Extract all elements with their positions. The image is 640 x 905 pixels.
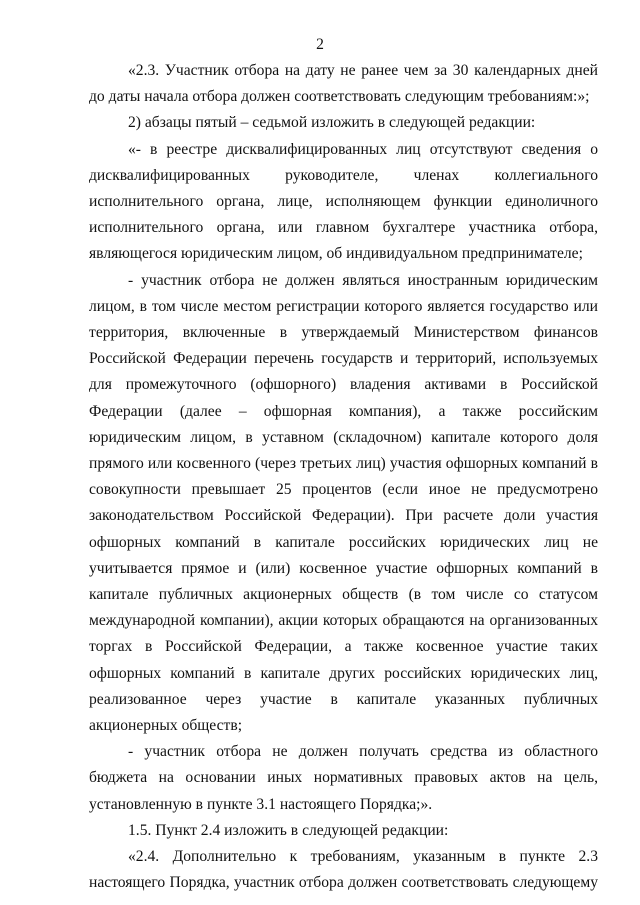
paragraph-amend-abzats-5-7: 2) абзацы пятый – седьмой изложить в следующей редакции: [128, 114, 536, 132]
paragraph-2-4-additional-requirements: «2.4. Дополнительно к требованиям, указанным в пункте 2.3 настоящего Порядка, участник отбора должен соответствовать следующему [89, 848, 598, 892]
paragraph-2-3-requirements-intro: «2.3. Участник отбора на дату не ранее чем за 30 календарных дней до даты начала отбора должен соответствовать следующим требованиям:»; [89, 62, 598, 106]
paragraph-disqualified-registry: «- в реестре дисквалифицированных лиц отсутствуют сведения о дисквалифицированных руководителе, членах коллегиального исполнительного органа, лице, исполняющем функции единоличного исполнительного органа, или главном бухгалтере участника отбора, являющегося юридическим лицом, об индивидуальном предпринимателе; [89, 140, 598, 263]
page-number: 2 [316, 36, 324, 53]
paragraph-foreign-offshore: - участник отбора не должен являться иностранным юридическим лицом, в том числе местом регистрации которого является государство или территория, включенные в утверждаемый Министерством финансов Российской Федерации перечень государств и территорий, используемых для промежуточного (офшорного) владения активами в Российской Федерации (далее – офшорная компания), а также российским юридическим лицом, в уставном (складочном) капитале которого доля прямого или косвенного (через третьих лиц) участия офшорных компаний в совокупности превышает 25 процентов (если иное не предусмотрено законодательством Российской Федерации). При расчете доли участия офшорных компаний в капитале российских юридических лиц не учитывается прямое и (или) косвенное участие офшорных компаний в капитале публичных акционерных обществ (в том числе со статусом международной компании), акции которых обращаются на организованных торгах в Российской Федерации, а также косвенное участие таких офшорных компаний в капитале других российских юридических лиц, реализованное через участие в капитале указанных публичных акционерных обществ; [89, 271, 598, 735]
document-body [89, 58, 598, 897]
paragraph-1-5-heading: 1.5. Пункт 2.4 изложить в следующей редакции: [128, 821, 449, 839]
paragraph-regional-budget: - участник отбора не должен получать средства из областного бюджета на основании иных нормативных правовых актов на цель, установленную в пункте 3.1 настоящего Порядка;». [89, 743, 598, 813]
